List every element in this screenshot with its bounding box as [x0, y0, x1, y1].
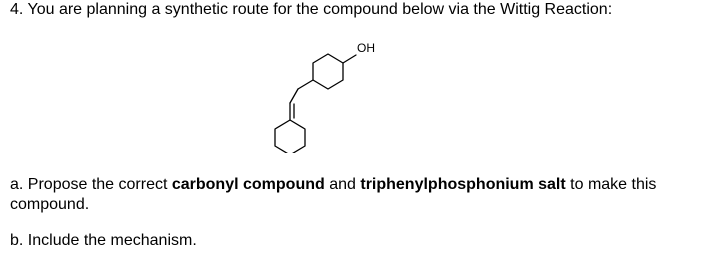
lower-cyclohexane-ring [275, 120, 305, 153]
part-a-text-2: and [324, 176, 361, 193]
oh-label: OH [357, 41, 375, 55]
part-a-text-1: a. Propose the correct [10, 176, 172, 193]
part-a-text-3: to make this compound. [10, 176, 657, 213]
ch2-alkene-bond [290, 89, 298, 103]
upper-cyclohexane-ring [313, 54, 343, 89]
question-title: 4. You are planning a synthetic route for the compound below via the Wittig Reaction: [10, 1, 613, 18]
part-a-prompt [10, 175, 700, 215]
c-oh-bond [343, 55, 356, 63]
molecule-structure [255, 28, 405, 153]
ring-ch2-bond [298, 80, 313, 89]
phosphonium-salt-term: triphenylphosphonium salt [360, 176, 566, 193]
carbonyl-compound-term: carbonyl compound [171, 176, 325, 193]
part-b-prompt: b. Include the mechanism. [10, 232, 197, 249]
